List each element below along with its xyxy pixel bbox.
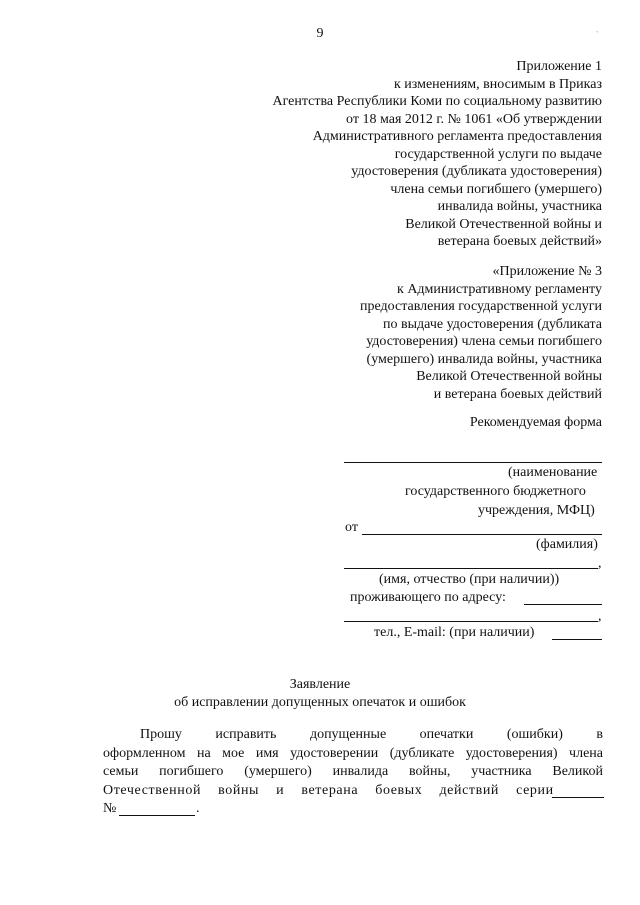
appendix-1-line: Административного регламента предоставления [312, 129, 602, 144]
appendix-1-header [273, 58, 603, 251]
statement-line-4-text: Отечественной войны и ветерана боевых действий серии [103, 782, 554, 798]
address-field-line-1[interactable] [524, 604, 602, 605]
statement-line-5 [103, 800, 603, 819]
institution-hint-3: учреждения, МФЦ) [478, 503, 595, 518]
appendix-3-line: «Приложение № 3 [492, 264, 602, 279]
recommended-form-text: Рекомендуемая форма [469, 415, 602, 430]
statement-subtitle: об исправлении допущенных опечаток и ошибок [174, 695, 466, 710]
from-label: от [345, 520, 358, 535]
appendix-1-line: государственной услуги по выдаче [394, 146, 602, 162]
appendix-3-line: удостоверения) члена семьи погибшего [366, 334, 602, 349]
surname-hint: (фамилия) [536, 537, 598, 552]
appendix-1-line: Великой Отечественной войны и [405, 216, 602, 232]
statement-line-3-text: семьи погибшего (умершего) инвалида войны, участника Великой [103, 764, 603, 779]
institution-field-line[interactable] [344, 462, 602, 463]
appendix-3-line: Великой Отечественной войны [416, 369, 602, 384]
scan-mark: ` [596, 30, 599, 39]
statement-line-1 [140, 726, 603, 745]
appendix-3-line: по выдаче удостоверения (дубликата [383, 316, 602, 332]
from-field-line[interactable] [362, 534, 602, 535]
address-field-comma: , [598, 609, 602, 624]
institution-hint-1: (наименование [508, 465, 598, 480]
appendix-1-line: ветерана боевых действий» [437, 234, 602, 249]
appendix-3-line: к Административному регламенту [397, 281, 602, 297]
statement-title: Заявление [289, 677, 351, 692]
statement-line-3 [103, 763, 603, 782]
statement-line-1-text: Прошу исправить допущенные опечатки (ошибки) в [140, 727, 603, 742]
statement-line-4 [103, 782, 603, 801]
appendix-1-line: Приложение 1 [516, 59, 602, 74]
address-label: проживающего по адресу: [350, 590, 506, 605]
name-field-line[interactable] [344, 568, 598, 569]
appendix-1-line: Агентства Республики Коми по социальному развитию [272, 94, 602, 109]
phone-email-label: тел., E-mail: (при наличии) [374, 625, 535, 640]
appendix-3-header [360, 263, 602, 403]
statement-body [103, 726, 603, 819]
institution-hint-2: государственного бюджетного [405, 484, 586, 499]
address-field-line-2[interactable] [344, 621, 598, 622]
name-field-comma: , [598, 556, 602, 571]
series-field-line[interactable] [552, 797, 604, 798]
appendix-3-line: (умершего) инвалида войны, участника [366, 351, 602, 367]
recommended-form-label [470, 414, 602, 432]
phone-email-field-line[interactable] [552, 639, 602, 640]
number-field-line[interactable] [119, 815, 195, 816]
appendix-1-line: от 18 мая 2012 г. № 1061 «Об утверждении [346, 111, 602, 127]
appendix-1-line: удостоверения (дубликата удостоверения) [351, 164, 602, 179]
appendix-1-line: члена семьи погибшего (умершего) [390, 181, 602, 197]
statement-line-2 [103, 745, 603, 764]
number-field-dot: . [196, 801, 200, 816]
page-number: 9 [316, 26, 324, 41]
appendix-1-line: к изменениям, вносимым в Приказ [393, 76, 602, 92]
appendix-3-line: предоставления государственной услуги [360, 299, 602, 314]
appendix-1-line: инвалида войны, участника [437, 199, 602, 214]
appendix-3-line: и ветерана боевых действий [433, 386, 602, 402]
name-hint: (имя, отчество (при наличии)) [379, 572, 560, 587]
statement-line-2-text: оформленном на мое имя удостоверении (дубликате удостоверения) члена [103, 745, 603, 761]
number-label: № [103, 801, 117, 816]
